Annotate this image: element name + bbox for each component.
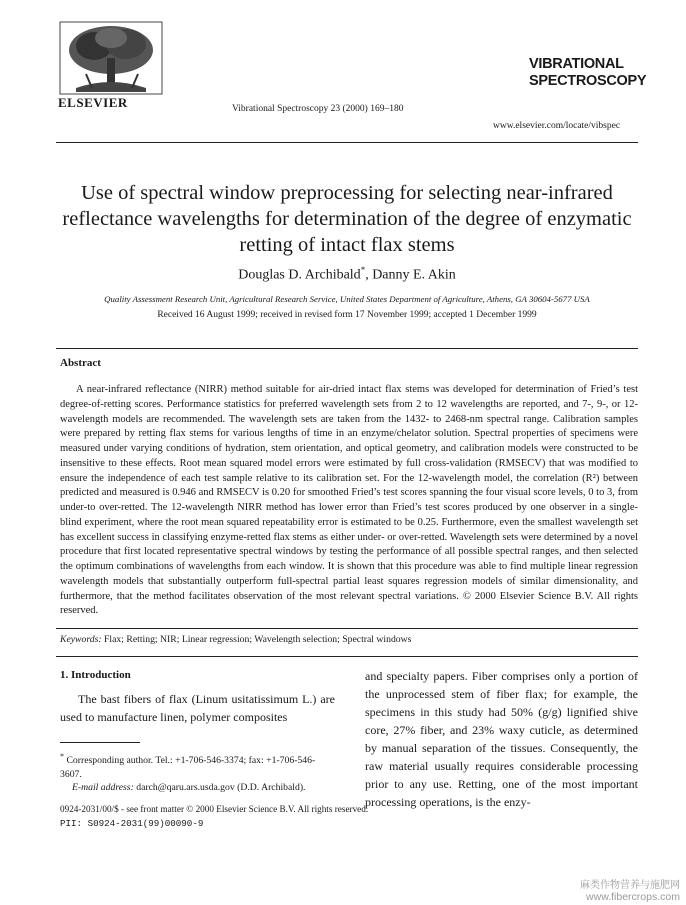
abstract-body [60,383,638,619]
author-separator: , [365,267,373,283]
journal-title-line2: SPECTROSCOPY [529,73,647,89]
footnote [60,750,335,795]
watermark-site-name: 麻类作物营养与施肥网 [580,880,680,891]
body-divider [56,656,638,657]
author-name: Danny E. Akin [372,267,456,283]
keywords-label: Keywords: [60,634,102,645]
author-list [56,265,638,284]
watermark-url: www.fibercrops.com [586,891,680,903]
publisher-name: ELSEVIER [58,95,128,110]
keywords [60,634,411,645]
journal-citation: Vibrational Spectroscopy 23 (2000) 169–180 [232,104,404,114]
abstract-heading: Abstract [60,357,101,369]
author-name: Douglas D. Archibald [238,267,361,283]
journal-url[interactable]: www.elsevier.com/locate/vibspec [493,121,621,131]
abstract-bottom-divider [56,628,638,629]
intro-paragraph: The bast fibers of flax (Linum usitatissimum L.) are used to manufacture linen, polymer composites [60,692,335,724]
article-history-dates: Received 16 August 1999; received in revised form 17 November 1999; accepted 1 December 1999 [157,310,537,320]
abstract-paragraph: A near-infrared reflectance (NIRR) method suitable for air-dried intact flax stems was developed for determination of Fried’s test degree-of-retting scores. Performance statistics for preferred wavelength sets from 2 to 12 wavelengths are reported, and 7-, 9-, or 12-wavelength models are recommended. The wavelength sets are taken from the 1432- to 2468-nm spectral range. Calibration samples were prepared by retting flax stems for various lengths of time in an enzyme/chelator solution. Spectral properties of specimens were measured under varying conditions of hydration, stem orientation, and optical geometry, and calibration models were constructed to be insensitive to these effects. Root mean squared model errors were estimated by full cross-validation (RMSECV) that was modified to ensure the independence of each test sample relative to its calibration set. For the 12-wavelength model, the correlation (R²) between predicted and measured is 0.946 and RMSECV is 0.20 for smoothed Fried’s test scores spanning the four visual score levels, 0 to 3, from under-to over-retted. The 12-wavelength NIRR method has lower error than Fried’s test scores produced by one observer in a single-blind experiment, where the root mean squared repeatability error is estimated to be 0.25. Furthermore, even the smallest wavelength set has excellent success in classifying enzyme-retted flax stems as either under- or over-retted. Wavelength sets were determined by a novel procedure that first located representative spectral windows by testing the performance of all possible spectral ranges, and then selected the optimum combinations of wavelengths from each window. It is shown that this procedure was able to find multiple linear regression wavelength models that substantially outperform full-spectral partial least squares regression models of similar dimensionality, and furthermore, that the method facilitates observation of the most relevant spectral variations. © 2000 Elsevier Science B.V. All rights reserved. [60,384,638,617]
section-heading: 1. Introduction [60,669,131,681]
corresponding-author-mark: * [360,265,366,275]
footnote-divider [60,742,140,743]
article-title: Use of spectral window preprocessing for selecting near-infrared reflectance wavelengths for determination of the degree of enzymatic retting of intact flax stems [62,182,632,256]
footnote-email [60,781,335,795]
author-affiliation: Quality Assessment Research Unit, Agricultural Research Service, United States Department of Agriculture, Athens, GA 30604-5677 USA [104,294,590,304]
footnote-contact [60,750,335,781]
journal-title [529,56,646,90]
issn-line: 0924-2031/00/$ - see front matter © 2000 Elsevier Science B.V. All rights reserved. [60,804,369,814]
keywords-list: Flax; Retting; NIR; Linear regression; Wavelength selection; Spectral windows [104,634,412,645]
left-column-text [60,690,335,726]
header-divider [56,142,638,143]
intro-paragraph-continued: and specialty papers. Fiber comprises only a portion of the unprocessed stem of fiber flax; for example, the specimens in this study had 50% (g/g) lignified shive core, 27% fiber, and 23% waxy cuticle, as determined by manual separation of the tissues. Consequently, the raw material usually requires considerable processing prior to any use. Retting, one of the most important processing operations, is the enzy- [365,669,638,809]
journal-title-line1: VIBRATIONAL [529,56,624,72]
pii-line: PII: S0924-2031(99)00090-9 [60,818,204,829]
right-column-text [365,667,638,811]
email-label: E-mail address: [72,782,134,794]
abstract-top-divider [56,348,638,349]
email-address[interactable]: darch@qaru.ars.usda.gov (D.D. Archibald). [136,782,306,794]
footnote-mark: * [60,752,65,761]
footnote-contact-text: Corresponding author. Tel.: +1-706-546-3374; fax: +1-706-546-3607. [60,755,316,780]
